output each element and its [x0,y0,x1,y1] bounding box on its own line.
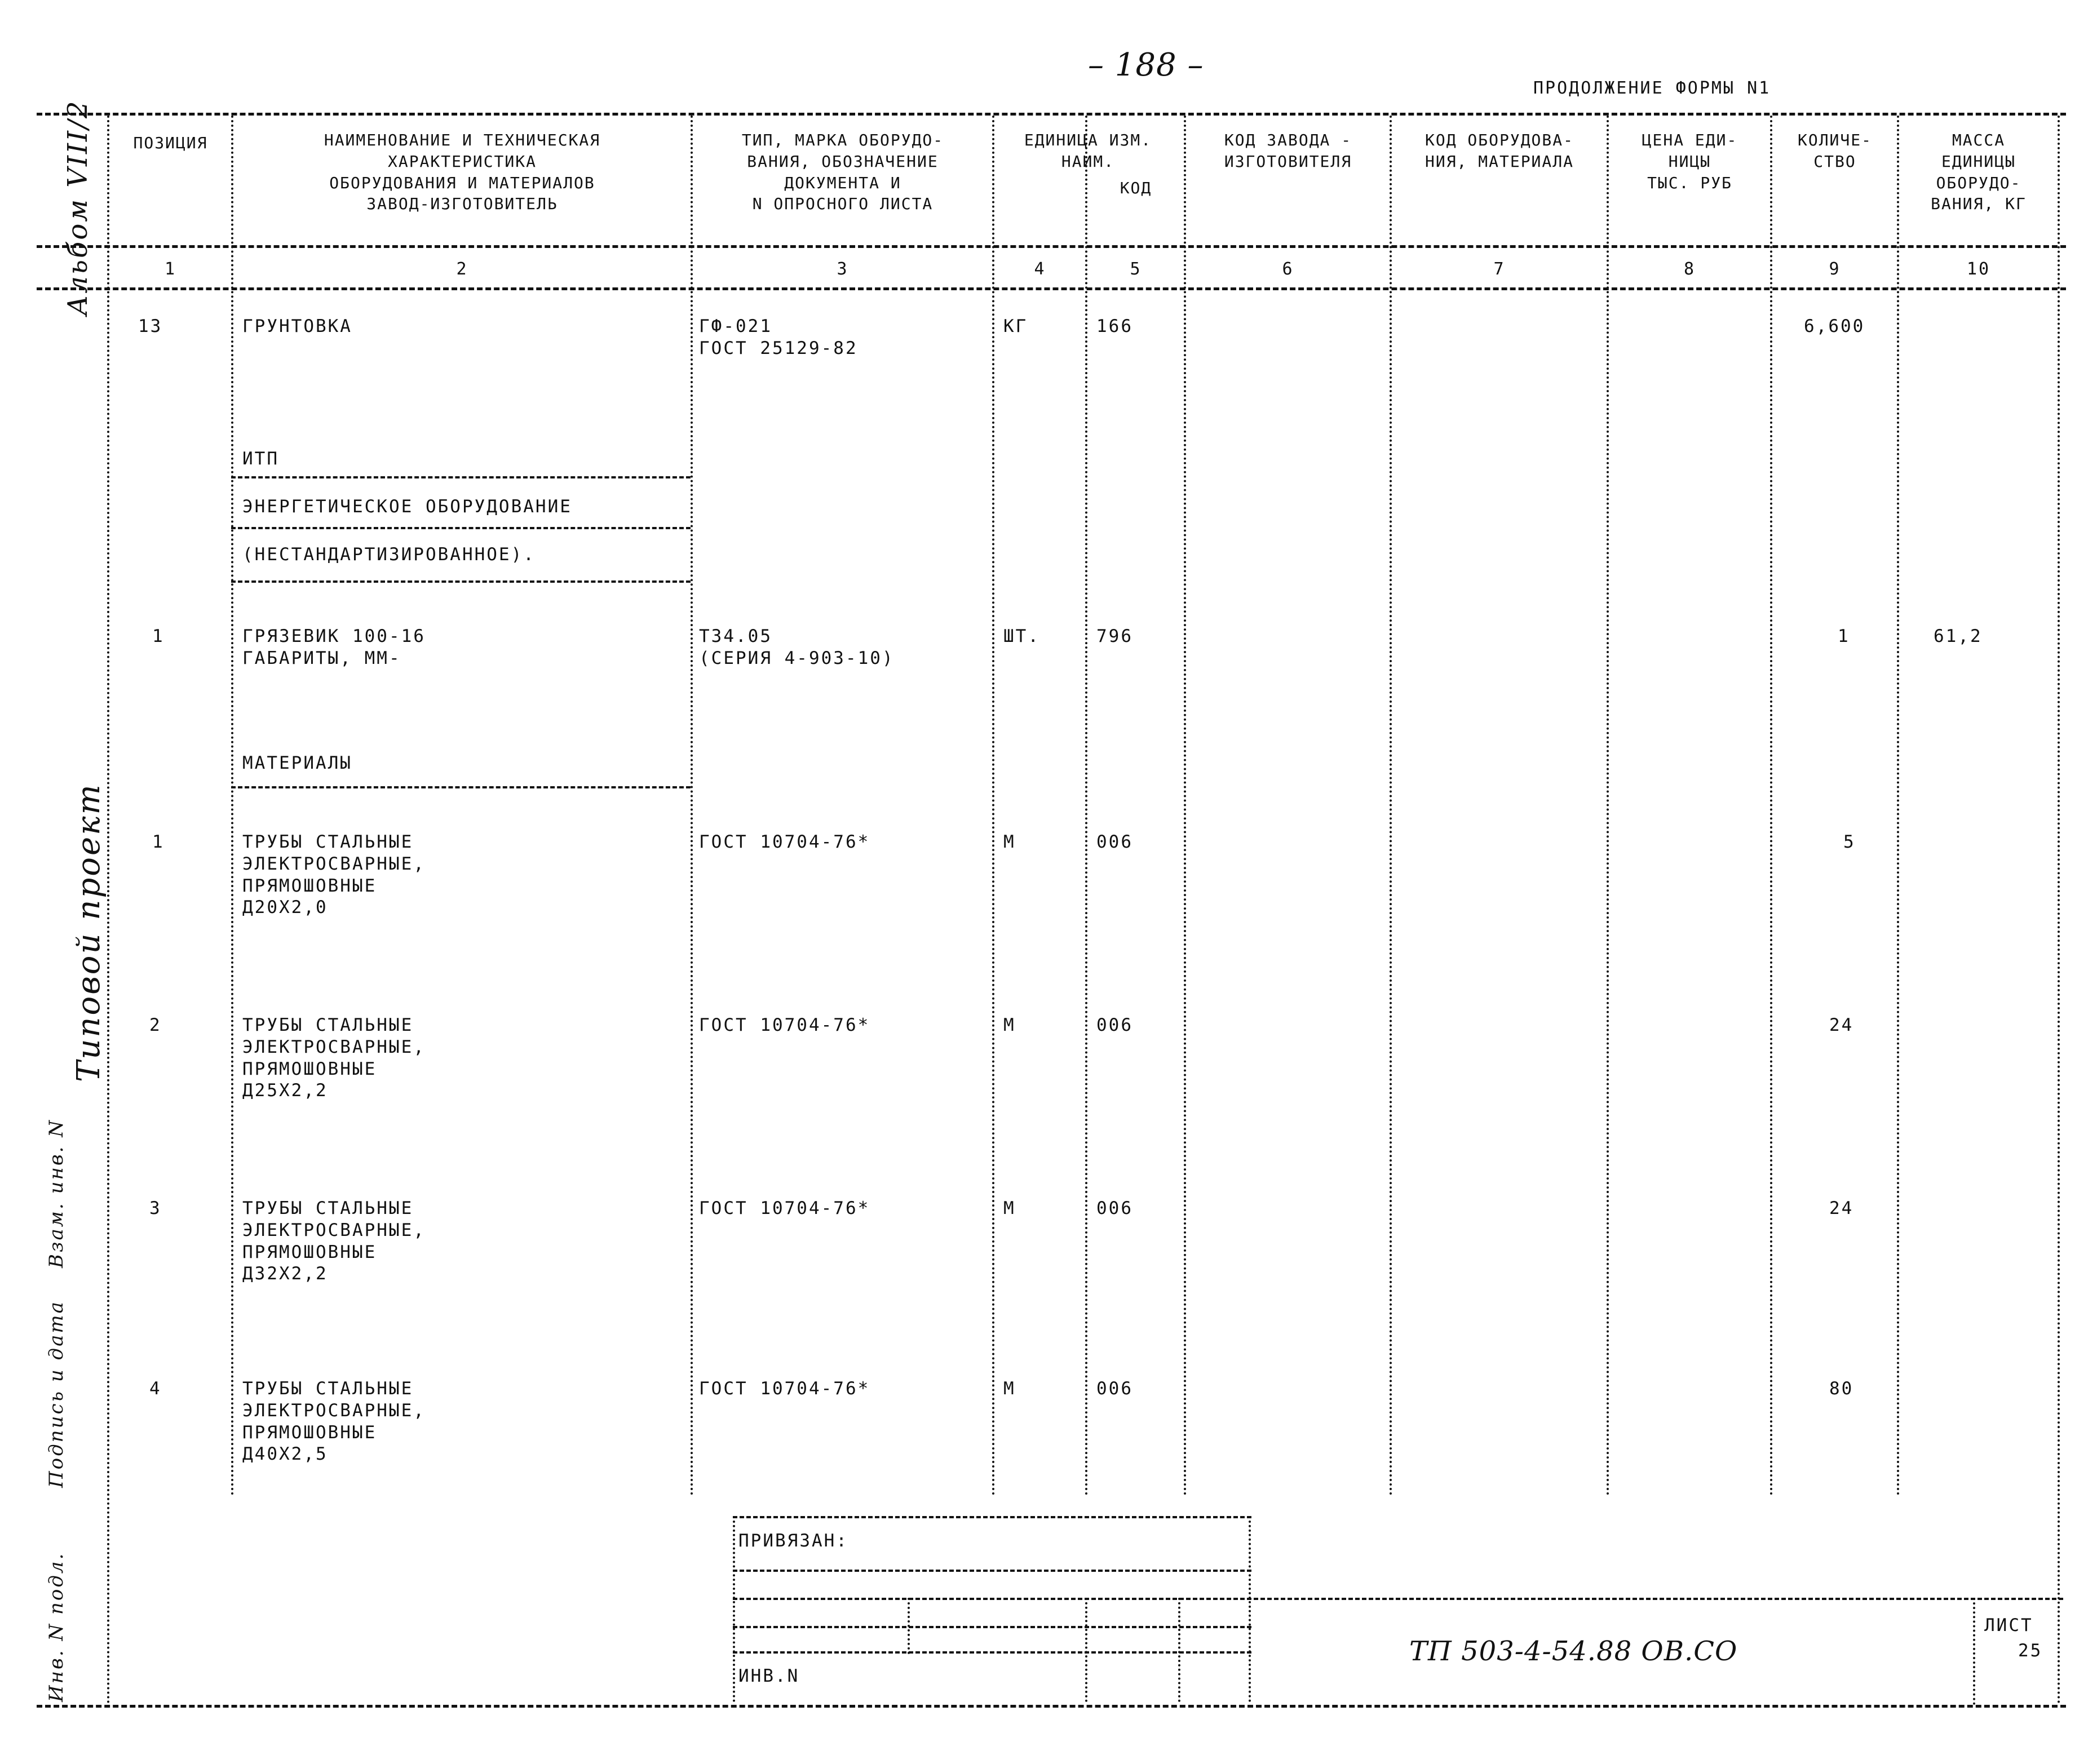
col-separator [1770,116,1772,1496]
table-cell-name: ТРУБЫ СТАЛЬНЫЕ ЭЛЕКТРОСВАРНЫЕ, ПРЯМОШОВНЫЕ Д40Х2,5 [242,1379,426,1465]
header-col-5: КОД [1120,179,1152,197]
inv-label: ИНВ.N [738,1666,800,1686]
col-separator [992,116,994,1496]
table-cell-code: 796 [1096,626,1133,646]
table-cell-doc: ГФ-021 ГОСТ 25129-82 [699,316,858,358]
row-underline [231,527,691,529]
table-cell-unit: М [1003,1198,1016,1218]
table-cell-unit: М [1003,1015,1016,1035]
col-number: 5 [1130,259,1142,279]
side-label-album: Альбом VIII/2 [62,99,94,316]
stamp-separator [1085,1598,1087,1702]
table-cell-qty: 1 [1838,626,1850,646]
table-cell-qty: 6,600 [1804,316,1865,336]
privyazan-label: ПРИВЯЗАН: [738,1531,848,1551]
table-cell-name: МАТЕРИАЛЫ [242,753,352,773]
stamp-separator [1178,1598,1180,1702]
header-col-9: КОЛИЧЕ- СТВО [1797,131,1872,171]
col-separator [1184,116,1186,1496]
header-col-10: МАССА ЕДИНИЦЫ ОБОРУДО- ВАНИЯ, КГ [1931,131,2027,214]
side-label-vzam: Взам. инв. N [45,1118,68,1268]
stamp-separator [908,1598,910,1654]
table-cell-code: 006 [1096,832,1133,852]
table-cell-name: ТРУБЫ СТАЛЬНЫЕ ЭЛЕКТРОСВАРНЫЕ, ПРЯМОШОВНЫЕ Д25Х2,2 [242,1015,426,1101]
col-number: 2 [456,259,468,279]
table-top-border [37,113,2066,116]
stamp-line [733,1598,2063,1600]
stamp-separator [733,1516,735,1702]
header-col-2: НАИМЕНОВАНИЕ И ТЕХНИЧЕСКАЯ ХАРАКТЕРИСТИКА ОБОРУДОВАНИЯ И МАТЕРИАЛОВ ЗАВОД-ИЗГОТОВИТЕЛЬ [324,131,601,214]
header-col-4: ЕДИНИЦА ИЗМ. НАИМ. [1024,131,1152,171]
table-cell-unit: М [1003,832,1016,852]
column-numbers-border [37,287,2066,290]
header-col-8: ЦЕНА ЕДИ- НИЦЫ ТЫС. РУБ [1642,131,1738,192]
table-cell-code: 006 [1096,1198,1133,1218]
col-separator [2058,116,2060,1705]
table-cell-doc: ГОСТ 10704-76* [699,1015,870,1035]
table-cell-name: ТРУБЫ СТАЛЬНЫЕ ЭЛЕКТРОСВАРНЫЕ, ПРЯМОШОВНЫЕ Д20Х2,0 [242,832,426,918]
table-cell-name: ЭНЕРГЕТИЧЕСКОЕ ОБОРУДОВАНИЕ [242,497,572,517]
stamp-line [733,1626,1251,1628]
table-bottom-border [37,1705,2066,1708]
row-underline [231,476,691,478]
col-number: 4 [1034,259,1046,279]
header-col-1: ПОЗИЦИЯ [133,134,208,152]
table-cell-unit: М [1003,1379,1016,1399]
header-col-3: ТИП, МАРКА ОБОРУДО- ВАНИЯ, ОБОЗНАЧЕНИЕ ДОКУМЕНТА И N ОПРОСНОГО ЛИСТА [741,131,944,214]
table-cell-qty: 5 [1843,832,1856,852]
side-label-inv-podl: Инв. N подл. [45,1552,68,1702]
table-cell-doc: ГОСТ 10704-76* [699,1198,870,1218]
table-cell-name: ГРЯЗЕВИК 100-16 ГАБАРИТЫ, ММ- [242,626,426,668]
col-number: 6 [1282,259,1294,279]
table-cell-pos: 4 [149,1379,162,1399]
table-cell-pos: 1 [152,626,165,646]
col-number: 10 [1966,259,1991,279]
col-number: 9 [1829,259,1841,279]
table-cell-qty: 24 [1829,1198,1854,1218]
table-cell-unit: КГ [1003,316,1028,336]
table-cell-pos: 3 [149,1198,162,1218]
table-cell-name: (НЕСТАНДАРТИЗИРОВАННОЕ). [242,544,536,565]
row-underline [231,580,691,583]
table-cell-name: ГРУНТОВКА [242,316,352,336]
col-separator [1390,116,1392,1496]
table-cell-code: 006 [1096,1015,1133,1035]
table-cell-pos: 13 [138,316,163,336]
table-cell-unit: ШТ. [1003,626,1040,646]
table-cell-qty: 24 [1829,1015,1854,1035]
col-number: 7 [1493,259,1506,279]
table-cell-name: ИТП [242,449,279,469]
document-designation: ТП 503-4-54.88 ОВ.СО [1409,1636,1738,1667]
sheet-label: ЛИСТ [1984,1615,2033,1636]
stamp-line [733,1570,1251,1572]
header-bottom-border [37,245,2066,248]
table-cell-doc: Т34.05 (СЕРИЯ 4-903-10) [699,626,895,668]
col-number: 1 [164,259,177,279]
col-separator [1085,116,1087,1496]
table-cell-pos: 2 [149,1015,162,1035]
col-number: 3 [837,259,849,279]
col-separator [1607,116,1609,1496]
table-cell-pos: 1 [152,832,165,852]
stamp-line [733,1651,1251,1654]
side-label-project: Типовой проект [70,783,107,1082]
table-cell-code: 006 [1096,1379,1133,1399]
side-label-podpis: Подпись и дата [45,1300,68,1488]
stamp-top-border [733,1516,1251,1518]
page-number: – 188 – [1088,47,1204,83]
header-col-7: КОД ОБОРУДОВА- НИЯ, МАТЕРИАЛА [1424,131,1574,171]
col-separator [231,116,233,1496]
table-cell-code: 166 [1096,316,1133,336]
sheet-number: 25 [2018,1641,2043,1661]
table-cell-doc: ГОСТ 10704-76* [699,1379,870,1399]
stamp-separator [1249,1516,1251,1702]
table-cell-name: ТРУБЫ СТАЛЬНЫЕ ЭЛЕКТРОСВАРНЫЕ, ПРЯМОШОВНЫЕ Д32Х2,2 [242,1198,426,1284]
col-separator [107,116,109,1705]
header-col-6: КОД ЗАВОДА - ИЗГОТОВИТЕЛЯ [1224,131,1352,171]
table-cell-doc: ГОСТ 10704-76* [699,832,870,852]
row-underline [231,786,691,788]
col-number: 8 [1683,259,1696,279]
continuation-label: ПРОДОЛЖЕНИЕ ФОРМЫ N1 [1533,78,1771,98]
col-separator [1897,116,1899,1496]
table-cell-mass: 61,2 [1934,626,1983,646]
stamp-separator [1973,1598,1975,1705]
table-cell-qty: 80 [1829,1379,1854,1399]
col-separator [691,116,693,1496]
